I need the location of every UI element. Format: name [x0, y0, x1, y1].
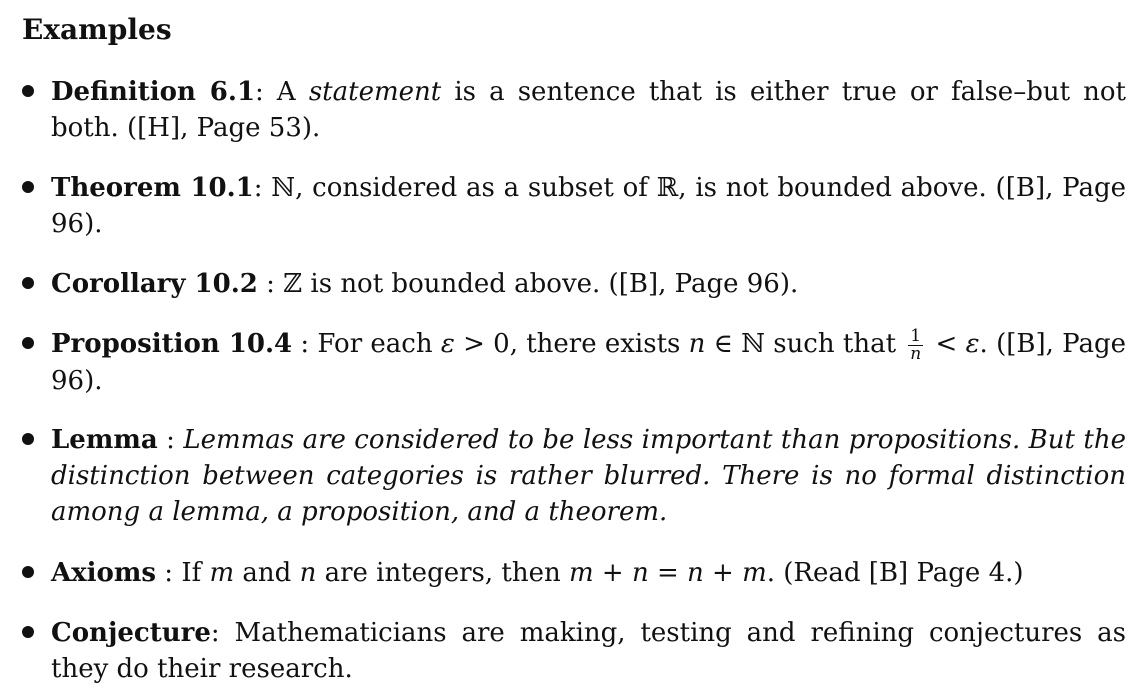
- fraction-numerator: 1: [908, 328, 923, 346]
- item-body-mid: <: [927, 329, 966, 359]
- item-body: : ℕ, considered as a subset of ℝ, is not bounded above. ([B], Page 96).: [51, 173, 1126, 239]
- item-text: [51, 615, 1126, 687]
- item-body-post: . (Read [B] Page 4.): [766, 558, 1024, 588]
- item-body: : Mathematicians are making, testing and refining conjectures as they do their research.: [51, 618, 1126, 684]
- item-body-pre: : For each: [292, 329, 441, 359]
- math-n: n: [299, 558, 317, 588]
- item-body-post: . ([B], Page 96).: [51, 329, 1126, 396]
- item-label: Corollary 10.2: [51, 269, 258, 299]
- math-epsilon: ε: [440, 329, 455, 359]
- bullet-icon: [22, 337, 34, 349]
- item-label: Proposition 10.4: [51, 329, 293, 359]
- item-body-pre: : If: [156, 558, 210, 588]
- section-heading: Examples: [22, 13, 172, 46]
- item-body-mid: > 0, there exists: [454, 329, 689, 359]
- item-text: [51, 326, 1126, 399]
- item-label: Definition 6.1: [51, 77, 256, 107]
- item-body: : ℤ is not bounded above. ([B], Page 96).: [257, 269, 799, 299]
- math-m: m: [209, 558, 235, 588]
- item-body: is a sentence that is either true or false–but not both. ([H], Page 53).: [51, 77, 1126, 143]
- math-fraction: [908, 325, 923, 364]
- item-separator: :: [157, 425, 184, 455]
- bullet-icon: [22, 85, 34, 97]
- item-text: [51, 170, 1126, 242]
- bullet-icon: [22, 277, 34, 289]
- item-separator: : A: [255, 77, 309, 107]
- item-label: Theorem 10.1: [51, 173, 254, 203]
- bullet-icon: [22, 566, 34, 578]
- bullet-icon: [22, 626, 34, 638]
- math-equation: m + n = n + m: [569, 558, 767, 588]
- math-n: n: [688, 329, 706, 359]
- fraction-denominator: n: [910, 343, 922, 364]
- math-epsilon: ε: [965, 329, 980, 359]
- bullet-icon: [22, 181, 34, 193]
- item-emphasis: Lemmas are considered to be less important than propositions. But the distinction between categories is rather blurred. There is no formal distinction among a lemma, a proposition, and a theorem.: [51, 425, 1126, 527]
- item-text: [51, 555, 1126, 591]
- item-body-mid: ∈ ℕ such that: [705, 329, 905, 359]
- item-label: Lemma: [51, 425, 158, 455]
- item-body-mid: are integers, then: [316, 558, 569, 588]
- bullet-icon: [22, 433, 34, 445]
- item-text: [51, 422, 1126, 530]
- item-body-and: and: [234, 558, 300, 588]
- item-text: [51, 266, 1126, 302]
- item-label: Conjecture: [51, 618, 211, 648]
- item-label: Axioms: [51, 558, 157, 588]
- item-emphasis: statement: [308, 77, 442, 107]
- item-text: [51, 74, 1126, 146]
